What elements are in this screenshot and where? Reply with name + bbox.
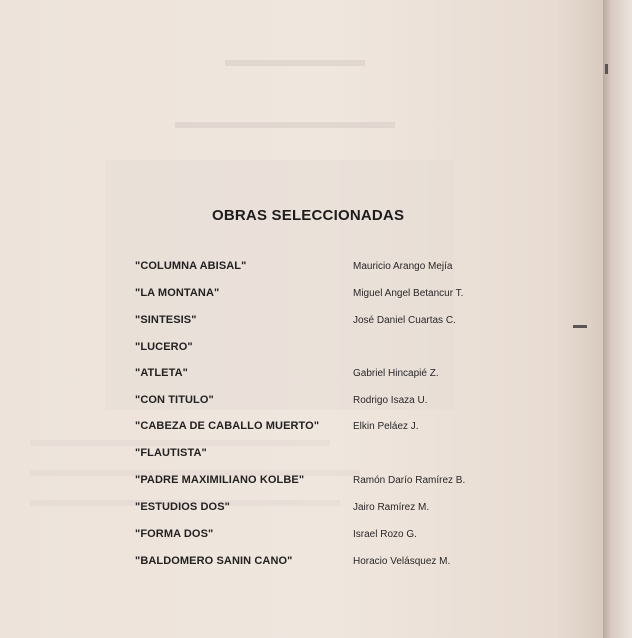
work-title: "LA MONTANA" xyxy=(135,287,220,299)
list-item xyxy=(0,528,603,546)
work-title: "COLUMNA ABISAL" xyxy=(135,260,247,272)
artist-name: Jairo Ramírez M. xyxy=(353,502,430,513)
work-title: "PADRE MAXIMILIANO KOLBE" xyxy=(135,474,305,486)
work-title: "LUCERO" xyxy=(135,341,193,353)
list-item xyxy=(0,474,603,492)
binding-mark xyxy=(605,64,608,74)
page-edge xyxy=(603,0,632,638)
artist-name: Horacio Velásquez M. xyxy=(353,556,451,567)
work-title: "CON TITULO" xyxy=(135,394,214,406)
list-item xyxy=(0,287,603,305)
work-title: "ESTUDIOS DOS" xyxy=(135,501,230,513)
list-item xyxy=(0,260,603,278)
artist-name: Miguel Angel Betancur T. xyxy=(353,288,464,299)
list-item xyxy=(0,367,603,385)
work-title: "ATLETA" xyxy=(135,367,188,379)
binding-mark xyxy=(573,325,587,328)
list-item xyxy=(0,501,603,519)
list-item xyxy=(0,394,603,412)
bleed-through-line xyxy=(175,122,395,128)
artist-name: Elkin Peláez J. xyxy=(353,421,419,432)
artist-name: Gabriel Hincapié Z. xyxy=(353,368,439,379)
bleed-through-line xyxy=(30,440,330,446)
artist-name: Ramón Darío Ramírez B. xyxy=(353,475,466,486)
work-title: "BALDOMERO SANIN CANO" xyxy=(135,555,293,567)
list-item xyxy=(0,555,603,573)
artist-name: Israel Rozo G. xyxy=(353,529,417,540)
artist-name: Mauricio Arango Mejía xyxy=(353,261,453,272)
page-title: OBRAS SELECCIONADAS xyxy=(212,207,405,224)
list-item xyxy=(0,420,603,438)
artist-name: Rodrigo Isaza U. xyxy=(353,395,428,406)
artist-name: José Daniel Cuartas C. xyxy=(353,315,456,326)
list-item xyxy=(0,314,603,332)
list-item xyxy=(0,341,603,359)
work-title: "FLAUTISTA" xyxy=(135,447,207,459)
work-title: "FORMA DOS" xyxy=(135,528,214,540)
bleed-through-line xyxy=(225,60,365,66)
work-title: "CABEZA DE CABALLO MUERTO" xyxy=(135,420,320,432)
list-item xyxy=(0,447,603,465)
work-title: "SINTESIS" xyxy=(135,314,197,326)
